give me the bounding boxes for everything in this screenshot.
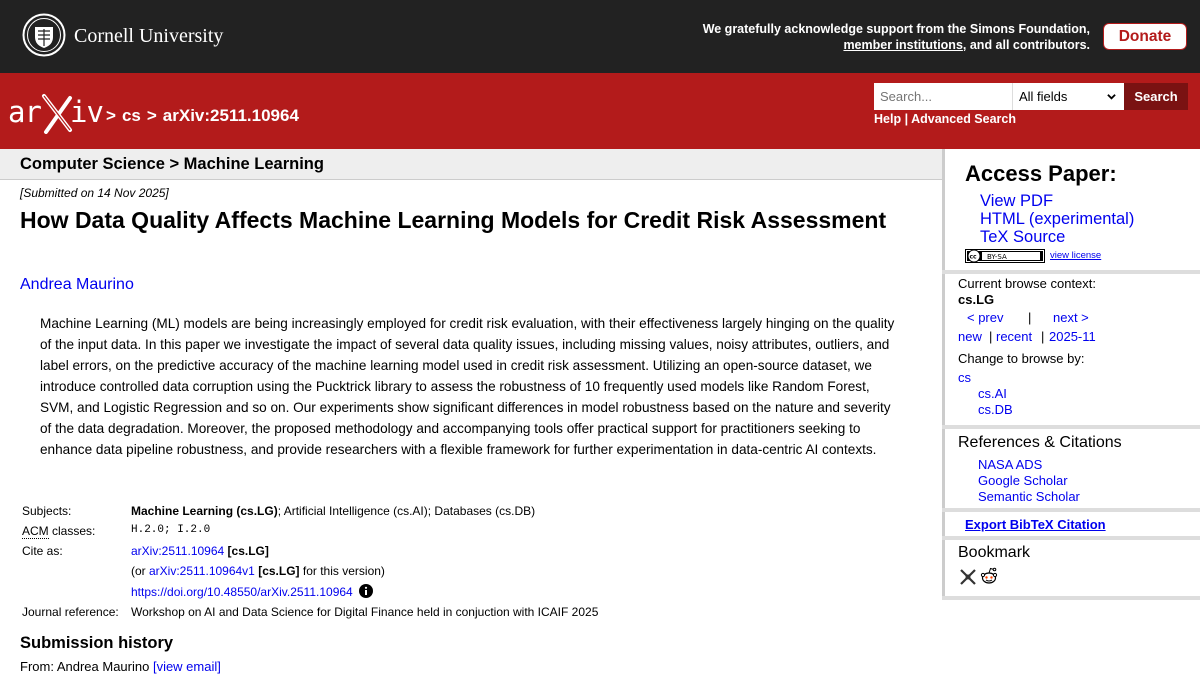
cite-or-suffix: for this version) [299, 564, 385, 578]
references-citations-heading: References & Citations [958, 434, 1122, 451]
nav-divider: | [989, 329, 993, 344]
bookmark-box [942, 540, 1200, 596]
help-link[interactable]: Help [874, 112, 902, 126]
author-link[interactable]: Andrea Maurino [20, 276, 134, 293]
reddit-icon[interactable] [980, 567, 998, 585]
from-prefix: From: Andrea Maurino [20, 659, 153, 674]
bookmark-heading: Bookmark [958, 544, 1031, 561]
month-link[interactable]: 2025-11 [1049, 329, 1096, 344]
cite-v1-link[interactable]: arXiv:2511.10964v1 [149, 564, 255, 578]
submission-from [20, 659, 221, 674]
svg-text:ar: ar [8, 95, 41, 129]
arxiv-header [0, 73, 1200, 149]
cite-id-link[interactable]: arXiv:2511.10964 [131, 544, 225, 558]
acm-label-rest: classes: [48, 524, 96, 538]
references-box [942, 429, 1200, 508]
browse-context-box [942, 274, 1200, 425]
arxiv-logo-icon[interactable] [8, 92, 103, 134]
donate-button[interactable]: Donate [1103, 23, 1187, 50]
recent-link[interactable]: recent [996, 329, 1033, 344]
acm-abbr: ACM [22, 524, 49, 538]
acm-label [22, 524, 132, 538]
help-divider: | [904, 112, 909, 126]
abstract: Machine Learning (ML) models are being increasingly employed for credit risk evaluation, with their effectiveness largely hinging on the quality of the input data. In this paper we investigate the impact of several data quality issues, including missing values, noisy attributes, outliers, and label errors, on the predictive accuracy of the machine learning model used in credit risk assessment. Utilizing an open-source dataset, we introduce controlled data corruption using the Pucktrick library to assess the robustness of 10 frequently used models like Random Forest, SVM, and Logistic Regression and so on. Our experiments show significant differences in model robustness based on the nature and severity of the data degradation. Moreover, the proposed methodology and accompanying tools offer practical support for practitioners seeking to enhance data pipeline robustness, and provide researchers with a flexible framework for further experimentation in data-centric AI contexts. [40, 316, 895, 457]
journal-value: Workshop on AI and Data Science for Digital Finance held in conjuction with ICAIF 2025 [131, 605, 599, 619]
view-license-link[interactable]: view license [1050, 250, 1102, 261]
browse-cs-ai-link[interactable]: cs.AI [978, 386, 1007, 401]
submission-history-heading: Submission history [20, 634, 174, 652]
member-institutions-link[interactable]: member institutions [843, 37, 963, 52]
primary-subject: Machine Learning (cs.LG) [131, 504, 278, 518]
search-help-links [874, 112, 1016, 126]
access-paper-box [942, 149, 1200, 270]
browse-cs-db-link[interactable]: cs.DB [978, 402, 1013, 417]
journal-label: Journal reference: [22, 605, 119, 619]
html-experimental-link[interactable]: HTML (experimental) [980, 210, 1135, 228]
svg-text:BY-SA: BY-SA [987, 252, 1007, 261]
cite-label: Cite as: [22, 544, 63, 558]
cc-by-sa-license-icon[interactable] [965, 249, 1045, 263]
semantic-scholar-link[interactable]: Semantic Scholar [978, 489, 1080, 504]
subjects-value [131, 504, 535, 518]
breadcrumb-paper-id: arXiv:2511.10964 [162, 106, 299, 125]
support-message [703, 22, 1090, 53]
view-email-link[interactable]: [view email] [152, 659, 221, 674]
subjects-label: Subjects: [22, 504, 72, 518]
cite-value [131, 544, 269, 558]
doi-value [131, 584, 373, 599]
svg-text:iv: iv [70, 95, 103, 129]
advanced-search-link[interactable]: Advanced Search [911, 112, 1017, 126]
breadcrumb [106, 106, 305, 126]
doi-link[interactable]: https://doi.org/10.48550/arXiv.2511.10964 [131, 585, 353, 599]
search-input[interactable] [874, 83, 1012, 110]
submitted-date: [Submitted on 14 Nov 2025] [20, 186, 169, 200]
paper-title: How Data Quality Affects Machine Learning Models for Credit Risk Assessment [20, 207, 887, 233]
nasa-ads-link[interactable]: NASA ADS [978, 457, 1043, 472]
browse-context-value: cs.LG [958, 292, 995, 307]
nav-divider: | [1041, 329, 1045, 344]
view-pdf-link[interactable]: View PDF [980, 192, 1054, 210]
bibsonomy-icon[interactable] [959, 568, 977, 586]
subject-heading: Computer Science > Machine Learning [20, 155, 324, 173]
search-field-select[interactable] [1012, 83, 1124, 110]
prev-next-divider: | [1028, 310, 1032, 325]
subject-heading-bar [0, 149, 942, 180]
cornell-seal-icon[interactable] [22, 13, 66, 57]
cornell-top-bar [0, 0, 1200, 73]
browse-context-label: Current browse context: [958, 276, 1097, 291]
breadcrumb-cs[interactable]: cs [121, 106, 141, 125]
support-line-2-rest: , and all contributors. [962, 37, 1090, 52]
export-bibtex-link[interactable]: Export BibTeX Citation [965, 517, 1106, 532]
chevron-down-icon [1107, 92, 1116, 101]
new-link[interactable]: new [958, 329, 982, 344]
browse-cs-link[interactable]: cs [958, 370, 971, 385]
support-line-2 [703, 38, 1090, 54]
access-paper-title: Access Paper: [965, 161, 1117, 186]
breadcrumb-separator: > [106, 106, 116, 125]
cite-tag: [cs.LG] [227, 544, 269, 558]
sidebar [942, 149, 1200, 675]
cite-version-value [131, 564, 385, 578]
export-box [942, 512, 1200, 536]
sidebar-divider [942, 596, 1200, 600]
acm-value: H.2.0; I.2.0 [131, 524, 211, 536]
google-scholar-link[interactable]: Google Scholar [978, 473, 1068, 488]
cornell-university-wordmark[interactable]: Cornell University [74, 25, 224, 47]
search-field-value: All fields [1019, 89, 1068, 104]
support-line-1: We gratefully acknowledge support from the Simons Foundation, [702, 22, 1090, 36]
breadcrumb-separator: > [146, 106, 157, 125]
next-link[interactable]: next > [1053, 310, 1089, 325]
cite-v1-tag: [cs.LG] [258, 564, 300, 578]
svg-text:cc: cc [969, 253, 977, 261]
tex-source-link[interactable]: TeX Source [980, 228, 1066, 246]
secondary-subjects: ; Artificial Intelligence (cs.AI); Databases (cs.DB) [277, 504, 536, 518]
search-button[interactable]: Search [1124, 83, 1188, 110]
info-icon[interactable] [359, 584, 373, 598]
change-browse-label: Change to browse by: [958, 351, 1085, 366]
cite-or-prefix: (or [131, 564, 149, 578]
prev-link[interactable]: < prev [967, 310, 1004, 325]
